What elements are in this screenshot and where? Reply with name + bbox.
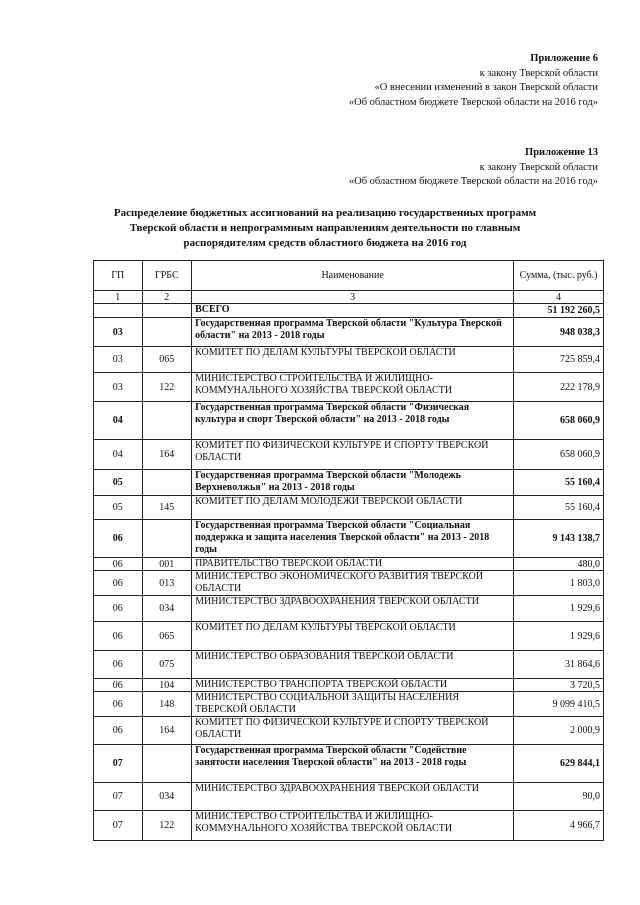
cell-name: МИНИСТЕРСТВО СТРОИТЕЛЬСТВА И ЖИЛИЩНО-КОММУНАЛЬНОГО ХОЗЯЙСТВА ТВЕРСКОЙ ОБЛАСТИ [192,373,514,402]
column-number-row [94,291,604,304]
cell-name: МИНИСТЕРСТВО ЗДРАВООХРАНЕНИЯ ТВЕРСКОЙ ОБЛАСТИ [192,783,514,811]
cell-name: КОМИТЕТ ПО ДЕЛАМ КУЛЬТУРЫ ТВЕРСКОЙ ОБЛАСТИ [192,622,514,651]
cell-sum: 222 178,9 [514,373,604,402]
cell-grbs: 122 [142,811,192,841]
cell-gp: 06 [94,622,143,651]
cell-gp [94,304,143,318]
appendix-13-line: «Об областном бюджете Тверской области на 2016 год» [348,176,598,187]
cell-grbs: 164 [142,440,192,470]
cell-sum: 55 160,4 [514,470,604,496]
cell-gp: 06 [94,520,143,558]
col-number: 2 [142,291,192,304]
table-row [94,717,604,745]
table-body [94,304,604,841]
cell-name: МИНИСТЕРСТВО ЗДРАВООХРАНЕНИЯ ТВЕРСКОЙ ОБЛАСТИ [192,596,514,622]
cell-sum: 2 000,9 [514,717,604,745]
cell-sum: 1 929,6 [514,596,604,622]
cell-grbs [142,318,192,347]
table-row [94,496,604,520]
cell-grbs: 075 [142,651,192,679]
cell-name: МИНИСТЕРСТВО ТРАНСПОРТА ТВЕРСКОЙ ОБЛАСТИ [192,679,514,692]
cell-grbs [142,745,192,783]
cell-grbs: 148 [142,692,192,717]
cell-name: КОМИТЕТ ПО ДЕЛАМ МОЛОДЕЖИ ТВЕРСКОЙ ОБЛАСТИ [192,496,514,520]
table-row [94,783,604,811]
cell-name: ПРАВИТЕЛЬСТВО ТВЕРСКОЙ ОБЛАСТИ [192,558,514,571]
appendix-13-header [349,146,598,190]
cell-name: ВСЕГО [192,304,514,318]
table-row [94,304,604,318]
cell-gp: 06 [94,571,143,596]
cell-grbs [142,304,192,318]
cell-name: Государственная программа Тверской области "Содействие занятости населения Тверской области" на 2013 - 2018 годы [192,745,514,783]
budget-table [93,260,604,841]
cell-name: МИНИСТЕРСТВО ЭКОНОМИЧЕСКОГО РАЗВИТИЯ ТВЕРСКОЙ ОБЛАСТИ [192,571,514,596]
cell-sum: 3 720,5 [514,679,604,692]
cell-gp: 06 [94,596,143,622]
col-number: 3 [192,291,514,304]
header-name: Наименование [192,261,514,291]
cell-gp: 03 [94,347,143,373]
cell-name: Государственная программа Тверской области "Социальная поддержка и защита населения Тверской области" на 2013 - 2018 годы [192,520,514,558]
cell-sum: 629 844,1 [514,745,604,783]
cell-sum: 9 099 410,5 [514,692,604,717]
cell-name: КОМИТЕТ ПО ФИЗИЧЕСКОЙ КУЛЬТУРЕ И СПОРТУ ТВЕРСКОЙ ОБЛАСТИ [192,440,514,470]
table-row [94,651,604,679]
cell-gp: 06 [94,717,143,745]
table-row [94,347,604,373]
appendix-13-title: Приложение 13 [525,147,598,158]
cell-grbs: 164 [142,717,192,745]
table-row [94,520,604,558]
header-grbs: ГРБС [142,261,192,291]
cell-grbs [142,402,192,440]
cell-name: КОМИТЕТ ПО ДЕЛАМ КУЛЬТУРЫ ТВЕРСКОЙ ОБЛАСТИ [192,347,514,373]
cell-grbs: 001 [142,558,192,571]
cell-grbs [142,470,192,496]
appendix-13-line: к закону Тверской области [479,161,598,173]
cell-gp: 03 [94,373,143,402]
cell-gp: 05 [94,470,143,496]
cell-name: КОМИТЕТ ПО ФИЗИЧЕСКОЙ КУЛЬТУРЕ И СПОРТУ ТВЕРСКОЙ ОБЛАСТИ [192,717,514,745]
cell-sum: 658 060,9 [514,402,604,440]
cell-grbs [142,520,192,558]
cell-grbs: 065 [142,347,192,373]
table-row [94,745,604,783]
cell-gp: 04 [94,402,143,440]
cell-name: Государственная программа Тверской области "Культура Тверской области" на 2013 - 2018 годы [192,318,514,347]
cell-sum: 480,0 [514,558,604,571]
appendix-6-line: «О внесении изменений в закон Тверской области [374,82,598,93]
table-row [94,318,604,347]
col-number: 1 [94,291,143,304]
table-row [94,811,604,841]
cell-gp: 04 [94,440,143,470]
cell-sum: 1 803,0 [514,571,604,596]
cell-grbs: 034 [142,783,192,811]
cell-grbs: 145 [142,496,192,520]
table-row [94,440,604,470]
cell-gp: 07 [94,811,143,841]
table-row [94,622,604,651]
cell-gp: 05 [94,496,143,520]
cell-sum: 1 929,6 [514,622,604,651]
table-row [94,679,604,692]
cell-gp: 03 [94,318,143,347]
cell-name: Государственная программа Тверской области "Физическая культура и спорт Тверской области" на 2013 - 2018 годы [192,402,514,440]
table-header-row [94,261,604,291]
cell-sum: 948 038,3 [514,318,604,347]
table-row [94,373,604,402]
cell-grbs: 034 [142,596,192,622]
col-number: 4 [514,291,604,304]
appendix-6-line: «Об областном бюджете Тверской области на 2016 год» [348,96,598,108]
cell-gp: 06 [94,558,143,571]
table-row [94,571,604,596]
cell-name: Государственная программа Тверской области "Молодежь Верхневолжья" на 2013 - 2018 годы [192,470,514,496]
cell-name: МИНИСТЕРСТВО ОБРАЗОВАНИЯ ТВЕРСКОЙ ОБЛАСТИ [192,651,514,679]
appendix-6-title: Приложение 6 [530,53,598,64]
cell-sum: 4 966,7 [514,811,604,841]
cell-sum: 725 859,4 [514,347,604,373]
document-title: Распределение бюджетных ассигнований на реализацию государственных программ Тверской области и непрограммным направлениям деятельности по главным распорядителям средств областного бюджета на 2016 год [113,207,537,249]
cell-gp: 06 [94,692,143,717]
cell-grbs: 013 [142,571,192,596]
cell-gp: 06 [94,651,143,679]
header-sum: Сумма, (тыс. руб.) [514,261,604,291]
cell-name: МИНИСТЕРСТВО СТРОИТЕЛЬСТВА И ЖИЛИЩНО-КОММУНАЛЬНОГО ХОЗЯЙСТВА ТВЕРСКОЙ ОБЛАСТИ [192,811,514,841]
table-row [94,470,604,496]
cell-grbs: 065 [142,622,192,651]
appendix-6-header [349,52,598,110]
cell-gp: 07 [94,783,143,811]
cell-name: МИНИСТЕРСТВО СОЦИАЛЬНОЙ ЗАЩИТЫ НАСЕЛЕНИЯ ТВЕРСКОЙ ОБЛАСТИ [192,692,514,717]
cell-gp: 06 [94,679,143,692]
appendix-6-line: к закону Тверской области [479,67,598,79]
cell-sum: 9 143 138,7 [514,520,604,558]
table-row [94,402,604,440]
cell-grbs: 122 [142,373,192,402]
cell-sum: 51 192 260,5 [514,304,604,318]
table-row [94,692,604,717]
table-row [94,558,604,571]
cell-gp: 07 [94,745,143,783]
cell-grbs: 104 [142,679,192,692]
cell-sum: 31 864,6 [514,651,604,679]
table-row [94,596,604,622]
header-gp: ГП [94,261,143,291]
cell-sum: 90,0 [514,783,604,811]
cell-sum: 658 060,9 [514,440,604,470]
cell-sum: 55 160,4 [514,496,604,520]
